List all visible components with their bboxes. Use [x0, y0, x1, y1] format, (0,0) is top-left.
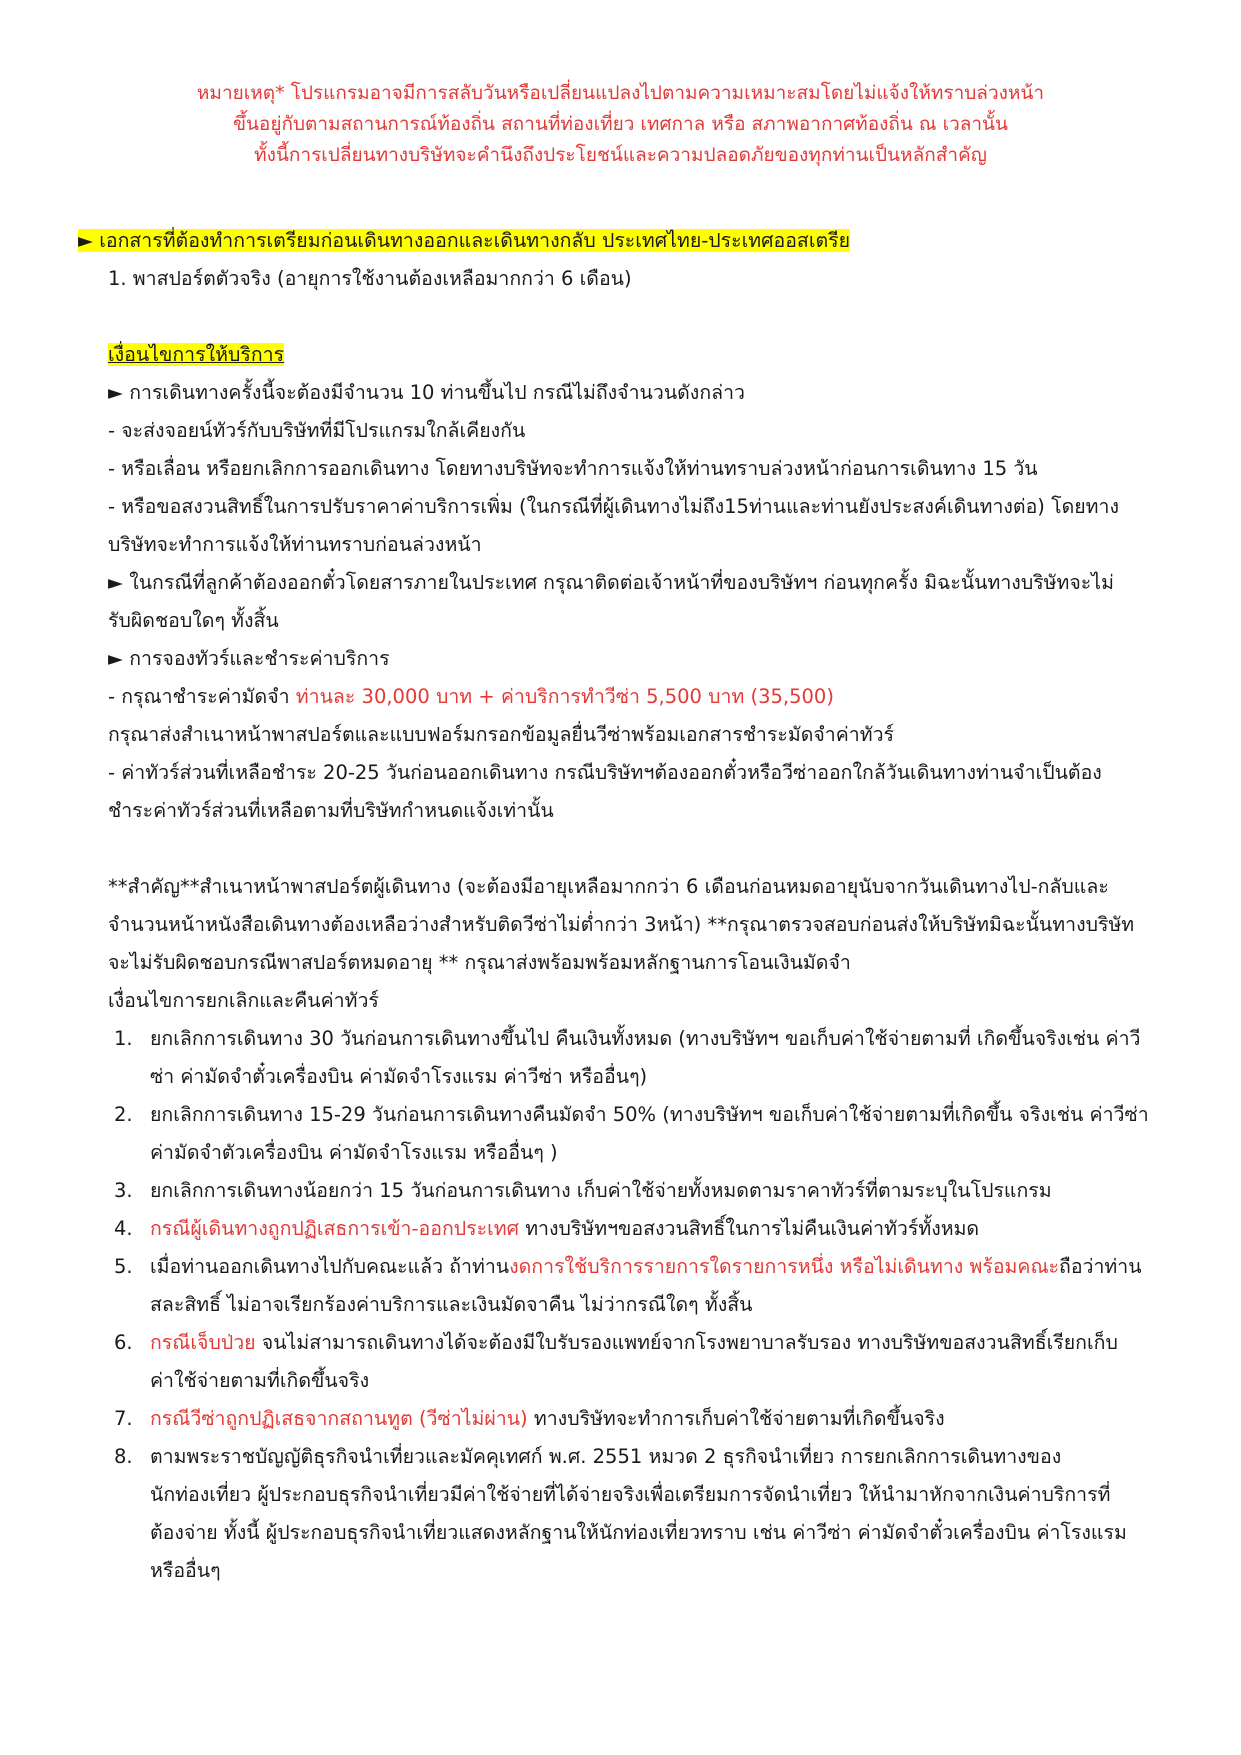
important-line: จะไม่รับผิดชอบกรณีพาสปอร์ตหมดอายุ ** กรุณาส่งพร้อมพร้อมหลักฐานการโอนเงินมัดจำ: [108, 951, 851, 974]
conditions-line: ► การเดินทางครั้งนี้จะต้องมีจำนวน 10 ท่านขึ้นไป กรณีไม่ถึงจำนวนดังกล่าว: [108, 381, 745, 404]
conditions-line: - หรือขอสงวนสิทธิ์ในการปรับราคาค่าบริการเพิ่ม (ในกรณีที่ผู้เดินทางไม่ถึง15ท่านและท่านยังประสงค์เดินทางต่อ) โดยทาง: [108, 495, 1120, 518]
conditions-line: รับผิดชอบใดๆ ทั้งสิ้น: [108, 609, 279, 632]
item-rest: ถือว่าท่าน: [1059, 1255, 1142, 1278]
item-rest: ทางบริษัทจะทำการเก็บค่าใช้จ่ายตามที่เกิดขึ้นจริง: [527, 1407, 945, 1430]
item-text: ต้องจ่าย ทั้งนี้ ผู้ประกอบธุรกิจนำเที่ยวแสดงหลักฐานให้นักท่องเที่ยวทราบ เช่น ค่าวีซ่า ค่ามัดจำตั๋วเครื่องบิน ค่าโรงแรม: [150, 1521, 1127, 1544]
item-number: 1.: [114, 1027, 133, 1050]
cancellation-item: [78, 1096, 1168, 1172]
cancellation-item: [78, 1020, 1168, 1096]
item-highlight: กรณีผู้เดินทางถูกปฏิเสธการเข้า-ออกประเทศ: [150, 1217, 519, 1240]
cancellation-item: [78, 1248, 1168, 1324]
cancellation-item: [78, 1172, 1168, 1210]
documents-heading: ► เอกสารที่ต้องทำการเตรียมก่อนเดินทางออกและเดินทางกลับ ประเทศไทย-ประเทศออสเตรีย: [78, 229, 851, 252]
important-line: จำนวนหน้าหนังสือเดินทางต้องเหลือว่างสำหรับติดวีซ่าไม่ต่ำกว่า 3หน้า) **กรุณาตรวจสอบก่อนส่งให้บริษัทมิฉะนั้นทางบริษัท: [108, 913, 1135, 936]
conditions-line: - ค่าทัวร์ส่วนที่เหลือชำระ 20-25 วันก่อนออกเดินทาง กรณีบริษัทฯต้องออกตั๋วหรือวีซ่าออกใกล้วันเดินทางท่านจำเป็นต้อง: [108, 761, 1102, 784]
item-text: ตามพระราชบัญญัติธุรกิจนำเที่ยวและมัคคุเทศก์ พ.ศ. 2551 หมวด 2 ธุรกิจนำเที่ยว การยกเลิกการเดินทางของ: [150, 1445, 1062, 1468]
notice-line: ขึ้นอยู่กับตามสถานการณ์ท้องถิ่น สถานที่ท่องเที่ยว เทศกาล หรือ สภาพอากาศท้องถิ่น ณ เวลานั้น: [232, 113, 1009, 135]
item-text: ยกเลิกการเดินทางน้อยกว่า 15 วันก่อนการเดินทาง เก็บค่าใช้จ่ายทั้งหมดตามราคาทัวร์ที่ตามระบุในโปรแกรม: [150, 1179, 1052, 1202]
item-number: 3.: [114, 1179, 133, 1202]
item-rest: ทางบริษัทฯขอสงวนสิทธิ์ในการไม่คืนเงินค่าทัวร์ทั้งหมด: [519, 1217, 980, 1240]
notice-block: [0, 78, 1241, 171]
item-text: ยกเลิกการเดินทาง 30 วันก่อนการเดินทางขึ้นไป คืนเงินทั้งหมด (ทางบริษัทฯ ขอเก็บค่าใช้จ่ายตามที่ เกิดขึ้นจริงเช่น ค่าวี: [150, 1027, 1141, 1050]
item-number: 8.: [114, 1445, 133, 1468]
item-number: 7.: [114, 1407, 133, 1430]
notice-line: ทั้งนี้การเปลี่ยนทางบริษัทจะคำนึงถึงประโยชน์และความปลอดภัยของทุกท่านเป็นหลักสำคัญ: [254, 144, 987, 166]
cancellation-list: [78, 1020, 1168, 1590]
conditions-line: - จะส่งจอยน์ทัวร์กับบริษัทที่มีโปรแกรมใกล้เคียงกัน: [108, 419, 526, 442]
conditions-heading-row: [78, 336, 1168, 374]
cancellation-item: [78, 1438, 1168, 1590]
conditions-heading: เงื่อนไขการให้บริการ: [108, 343, 285, 366]
documents-section: [78, 222, 1168, 260]
item-text: นักท่องเที่ยว ผู้ประกอบธุรกิจนำเที่ยวมีค่าใช้จ่ายที่ได้จ่ายจริงเพื่อเตรียมการจัดนำเที่ยว ให้นำมาหักจากเงินค่าบริการที่: [150, 1483, 1111, 1506]
conditions-line: - หรือเลื่อน หรือยกเลิกการออกเดินทาง โดยทางบริษัทจะทำการแจ้งให้ท่านทราบล่วงหน้าก่อนการเดินทาง 15 วัน: [108, 457, 1038, 480]
cancellation-item: [78, 1210, 1168, 1248]
deposit-line: [108, 678, 1168, 716]
item-text: ค่ามัดจำตัวเครื่องบิน ค่ามัดจำโรงแรม หรืออื่นๆ ): [150, 1141, 558, 1164]
item-number: 2.: [114, 1103, 133, 1126]
item-text: สละสิทธิ์ ไม่อาจเรียกร้องค่าบริการและเงินมัดจาคืน ไม่ว่ากรณีใดๆ ทั้งสิ้น: [150, 1293, 753, 1316]
item-highlight: กรณีวีซ่าถูกปฏิเสธจากสถานทูต (วีซ่าไม่ผ่าน): [150, 1407, 528, 1430]
cancellation-heading: เงื่อนไขการยกเลิกและคืนค่าทัวร์: [108, 989, 379, 1012]
deposit-label: - กรุณาชำระค่ามัดจำ: [108, 685, 296, 708]
important-line: **สำคัญ**สำเนาหน้าพาสปอร์ตผู้เดินทาง (จะต้องมีอายุเหลือมากกว่า 6 เดือนก่อนหมดอายุนับจากวันเดินทางไป-กลับและ: [108, 875, 1109, 898]
conditions-line: ► ในกรณีที่ลูกค้าต้องออกตั๋วโดยสารภายในประเทศ กรุณาติดต่อเจ้าหน้าที่ของบริษัทฯ ก่อนทุกครั้ง มิฉะนั้นทางบริษัทจะไม่: [108, 571, 1114, 594]
conditions-line: บริษัทจะทำการแจ้งให้ท่านทราบก่อนล่วงหน้า: [108, 533, 482, 556]
item-number: 6.: [114, 1331, 133, 1354]
item-text: [150, 1400, 1168, 1438]
item-pre: เมื่อท่านออกเดินทางไปกับคณะแล้ว ถ้าท่าน: [150, 1255, 510, 1278]
item-text: [150, 1248, 1168, 1286]
important-note: [78, 868, 1168, 1020]
conditions-section: [78, 374, 1168, 830]
document-body: [78, 222, 1168, 1590]
cancellation-item: [78, 1400, 1168, 1438]
item-text: หรืออื่นๆ: [150, 1559, 221, 1582]
item-highlight: กรณีเจ็บป่วย: [150, 1331, 256, 1354]
conditions-line: กรุณาส่งสำเนาหน้าพาสปอร์ตและแบบฟอร์มกรอกข้อมูลยื่นวีซ่าพร้อมเอกสารชำระมัดจำค่าทัวร์: [108, 723, 894, 746]
notice-line: หมายเหตุ* โปรแกรมอาจมีการสลับวันหรือเปลี่ยนแปลงไปตามความเหมาะสมโดยไม่แจ้งให้ทราบล่วงหน้า: [196, 82, 1045, 104]
conditions-line: ► การจองทัวร์และชำระค่าบริการ: [108, 647, 390, 670]
item-text: ค่าใช้จ่ายตามที่เกิดขึ้นจริง: [150, 1369, 370, 1392]
item-text: ซ่า ค่ามัดจำตั๋วเครื่องบิน ค่ามัดจำโรงแรม ค่าวีซ่า หรืออื่นๆ): [150, 1065, 648, 1088]
conditions-line: ชำระค่าทัวร์ส่วนที่เหลือตามที่บริษัทกำหนดแจ้งเท่านั้น: [108, 799, 554, 822]
cancellation-item: [78, 1324, 1168, 1400]
item-text: ยกเลิกการเดินทาง 15-29 วันก่อนการเดินทางคืนมัดจำ 50% (ทางบริษัทฯ ขอเก็บค่าใช้จ่ายตามที่เกิดขึ้น จริงเช่น ค่าวีซ่า: [150, 1103, 1149, 1126]
documents-item: 1. พาสปอร์ตตัวจริง (อายุการใช้งานต้องเหลือมากกว่า 6 เดือน): [108, 267, 632, 290]
item-text: [150, 1210, 1168, 1248]
item-number: 5.: [114, 1255, 133, 1278]
item-highlight: งดการใช้บริการรายการใดรายการหนึ่ง หรือไม่เดินทาง พร้อมคณะ: [509, 1255, 1060, 1278]
item-number: 4.: [114, 1217, 133, 1240]
deposit-amount: ท่านละ 30,000 บาท + ค่าบริการทำวีซ่า 5,500 บาท (35,500): [295, 685, 834, 708]
item-rest: จนไม่สามารถเดินทางได้จะต้องมีใบรับรองแพทย์จากโรงพยาบาลรับรอง ทางบริษัทขอสงวนสิทธิ์เรียกเก็บ: [255, 1331, 1118, 1354]
item-text: [150, 1324, 1168, 1362]
